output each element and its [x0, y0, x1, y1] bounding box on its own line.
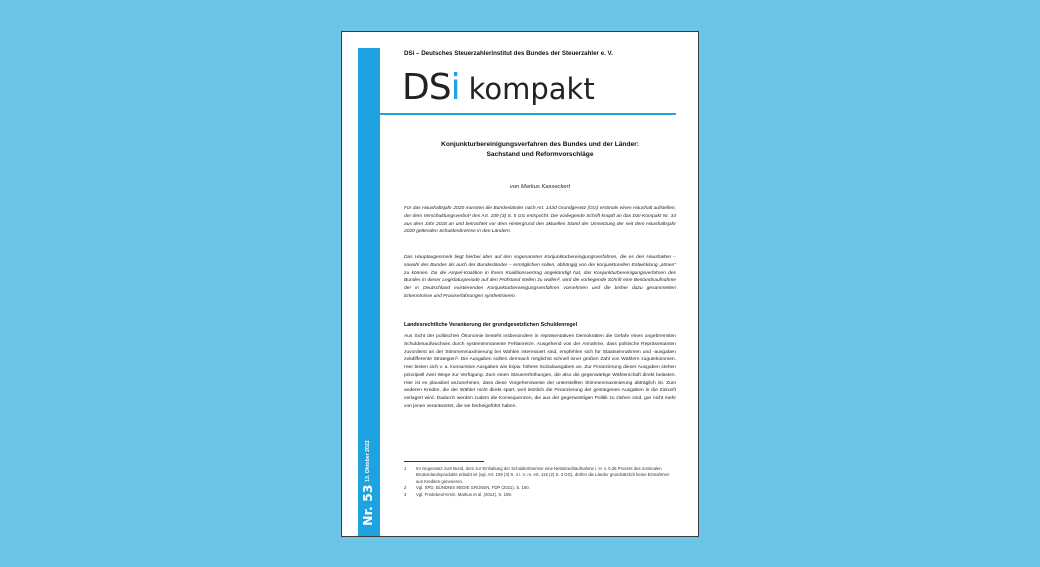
footnote-number: 1: [404, 466, 407, 471]
document-page: [342, 32, 698, 536]
footnotes: [404, 466, 676, 498]
footnote-number: 2: [404, 485, 407, 491]
footnote-text: Vgl. Fredebeul-Krein, Markus et al. (2014), S. 169.: [416, 491, 513, 497]
intro-paragraph-1: Für das Haushaltsjahr 2020 mussten die Bundesländer nach Art. 143d Grundgesetz (GG) erstmals einen Haushalt aufstellen, der dem Verschuldungsverbot¹ des Art. 109 (3) S. 5 GG entspricht. Die vorliegende Schrift knüpft an das DSi-Kompakt Nr. 34 aus dem Jahr 2018 an und betrachtet vor dem Hintergrund den aktuellen Stand der Umsetzung der seit dem Haushaltsjahr 2020 geltenden Schuldenbremse in den Ländern.: [404, 206, 676, 235]
logo-i: i: [450, 67, 461, 108]
issue-label: [360, 440, 375, 526]
intro-paragraph-2: Das Hauptaugenmerk liegt hierbei aber auf den sogenannten Konjunkturbereinigungsverfahren, die es den Haushalten – sowohl des Bundes als auch der Bundesländer – ermöglichen sollen, abhängig von der konjunkturellen Entwicklung „atmen“ zu können. Da die Ampel-Koalition in ihrem Koalitionsvertrag angekündigt hat, das Konjunkturbereinigungsverfahren des Bundes in dieser Legislaturperiode auf den Prüfstand stellen zu wollen², wird die vorliegende Schrift eine Bestandsaufnahme der in Deutschland existierenden Konjunkturbereinigungsverfahren vornehmen und die bisher dazu gesammelten Erkenntnisse und Praxiserfahrungen synthetisieren.: [404, 255, 676, 299]
section-heading: Landesrechtliche Verankerung der grundgesetzlichen Schuldenregel: [404, 322, 578, 328]
issue-number: Nr. 53: [360, 484, 375, 526]
issue-date: 13. Oktober 2022: [365, 440, 371, 482]
document-title: [404, 140, 676, 160]
dsi-kompakt-logo: [402, 67, 595, 108]
logo-ds: DS: [402, 67, 451, 108]
footnote-3: [404, 492, 676, 498]
logo-underline: [380, 113, 676, 115]
title-line-2: Sachstand und Reformvorschläge: [486, 151, 594, 159]
body-paragraph: Aus Sicht der politischen Ökonomie besteht insbesondere in repräsentativen Demokratien die Gefahr eines ungebremsten Schuldenaufwuchses durch systemimmanente Fehlanreize. Ausgehend von der Annahme, dass politische Repräsentanten zuvorderst an der Stimmenmaximierung bei Wahlen interessiert sind, empfehlen sich für Staatseinnahmen und -ausgaben zeitdifferente Strategien³. Die Ausgaben sollten demnach möglichst schnell einer großen Zahl von Wählern zugutekommen. Hier bieten sich v. a. konsumtive Ausgaben wie bspw. höhere Sozialausgaben an. Zur Finanzierung dieser Ausgaben stehen prinzipiell zwei Wege zur Verfügung. Zum einen Steuererhöhungen, die also die gegenwärtige Wählerschaft direkt belasten. Hier ist es plausibel anzunehmen, dass diese Vorgehensweise der unterstellten Stimmenmaximierung abträglich ist. Zum anderen Kredite, die der Wähler nicht direkt spürt, weil letztlich die Finanzierung der gestiegenen Ausgaben in die Zukunft verlagert wird. Dadurch werden zudem die Konsequenzen, die aus der gegenwärtigen Politik zu ziehen sind, gar nicht mehr von jenen verantwortet, die sie herbeigeführt haben.: [404, 334, 676, 409]
title-line-1: Konjunkturbereinigungsverfahren des Bundes und der Länder:: [441, 141, 639, 148]
footnote-1: [404, 466, 676, 485]
footnote-text: Vgl. SPD, BÜNDNIS 90/DIE GRÜNEN, FDP (2021), S. 160.: [416, 485, 530, 491]
institute-name: DSi – Deutsches Steuerzahlerinstitut des Bundes der Steuerzahler e. V.: [404, 50, 613, 57]
footnote-text: Im Gegensatz zum Bund, dem zur Einhaltung der Schuldenbremse eine Nettokreditaufnahme i. H. v. 0,35 Prozent des nominalen Bruttoinlandsprodukts erlaubt ist (vgl. Art. 109 (3) S. 4 i. V. m. Art. 115 (2) S. 2 GG), dürfen die Länder grundsätzlich keine Einnahmen aus Krediten generieren.: [416, 466, 670, 484]
author-line: von Markus Kasseckert: [509, 184, 571, 190]
footnote-number: 3: [404, 491, 407, 497]
footnote-divider: [404, 461, 484, 462]
logo-kompakt: kompakt: [468, 72, 595, 106]
